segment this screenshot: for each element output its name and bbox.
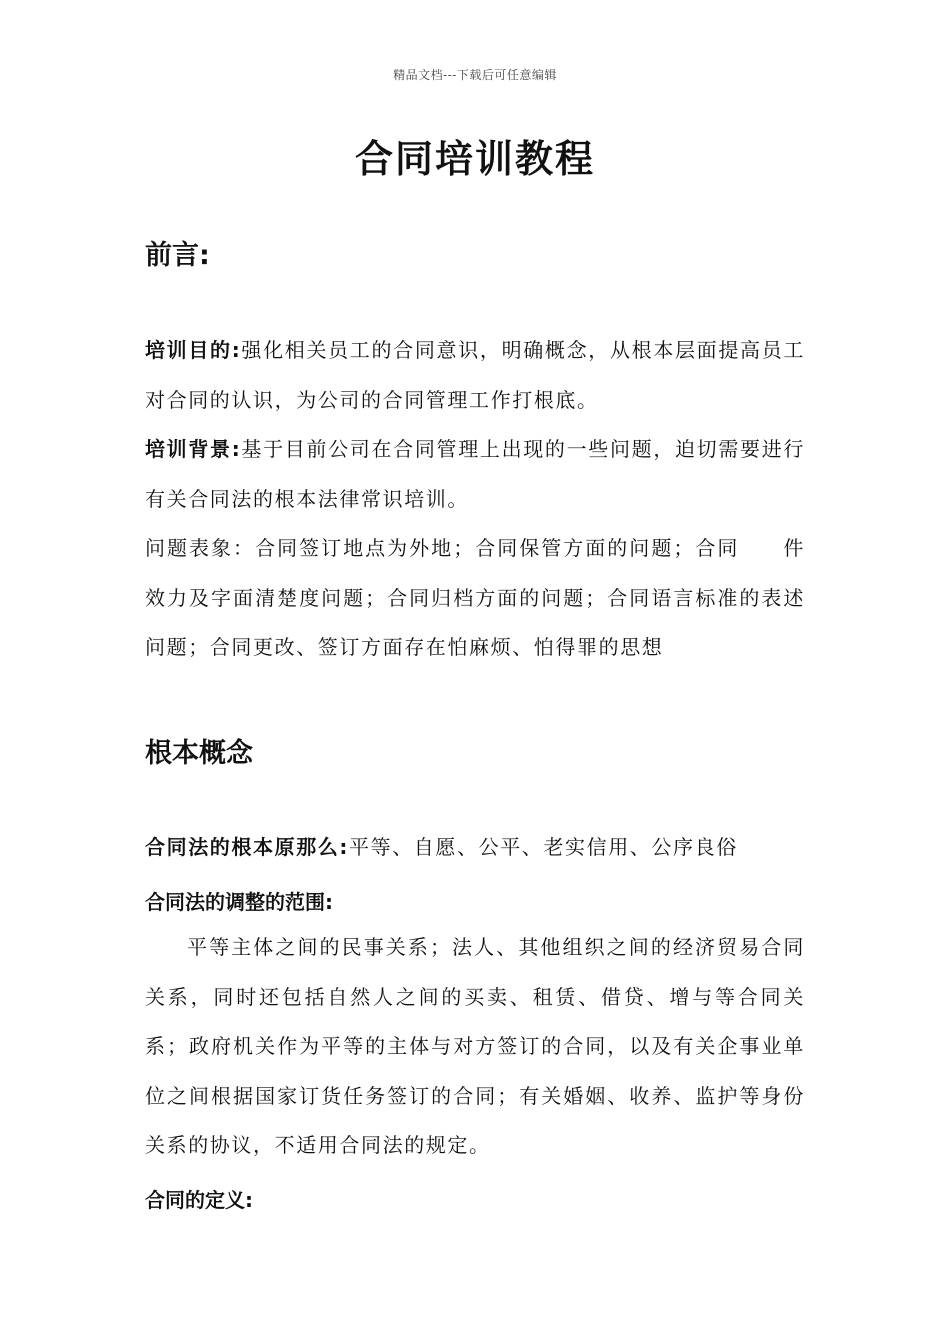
principles-paragraph [145,823,805,873]
problems-paragraph: 问题表象：合同签订地点为外地；合同保管方面的问题；合同 件效力及字面清楚度问题；合同归档方面的问题；合同语言标准的表述问题；合同更改、签订方面存在怕麻烦、怕得罪的思想 [145,536,805,659]
training-background-paragraph [145,425,805,524]
preface-heading: 前言: [145,240,210,271]
training-purpose-paragraph [145,326,805,425]
training-background-label: 培训背景: [145,437,242,461]
scope-paragraph: 平等主体之间的民事关系；法人、其他组织之间的经济贸易合同关系，同时还包括自然人之间的买卖、租赁、借贷、增与等合同关系；政府机关作为平等的主体与对方签订的合同，以及有关企事业单位之间根据国家订货任务签订的合同；有关婚姻、收养、监护等身份关系的协议，不适用合同法的规定。 [145,935,805,1157]
concepts-heading: 根本概念 [145,738,253,769]
principles-text: 平等、自愿、公平、老实信用、公序良俗 [349,835,738,859]
principles-label: 合同法的根本原那么: [145,835,349,859]
scope-heading: 合同法的调整的范围: [145,890,333,914]
document-title: 合同培训教程 [354,137,595,181]
definition-heading: 合同的定义: [145,1188,253,1212]
training-background-text: 基于目前公司在合同管理上出现的一些问题，迫切需要进行有关合同法的根本法律常识培训。 [145,437,805,511]
training-purpose-text: 强化相关员工的合同意识，明确概念，从根本层面提高员工对合同的认识，为公司的合同管理工作打根底。 [145,338,805,412]
header-note: 精品文档---下载后可任意编辑 [393,68,557,82]
training-purpose-label: 培训目的: [145,338,242,362]
